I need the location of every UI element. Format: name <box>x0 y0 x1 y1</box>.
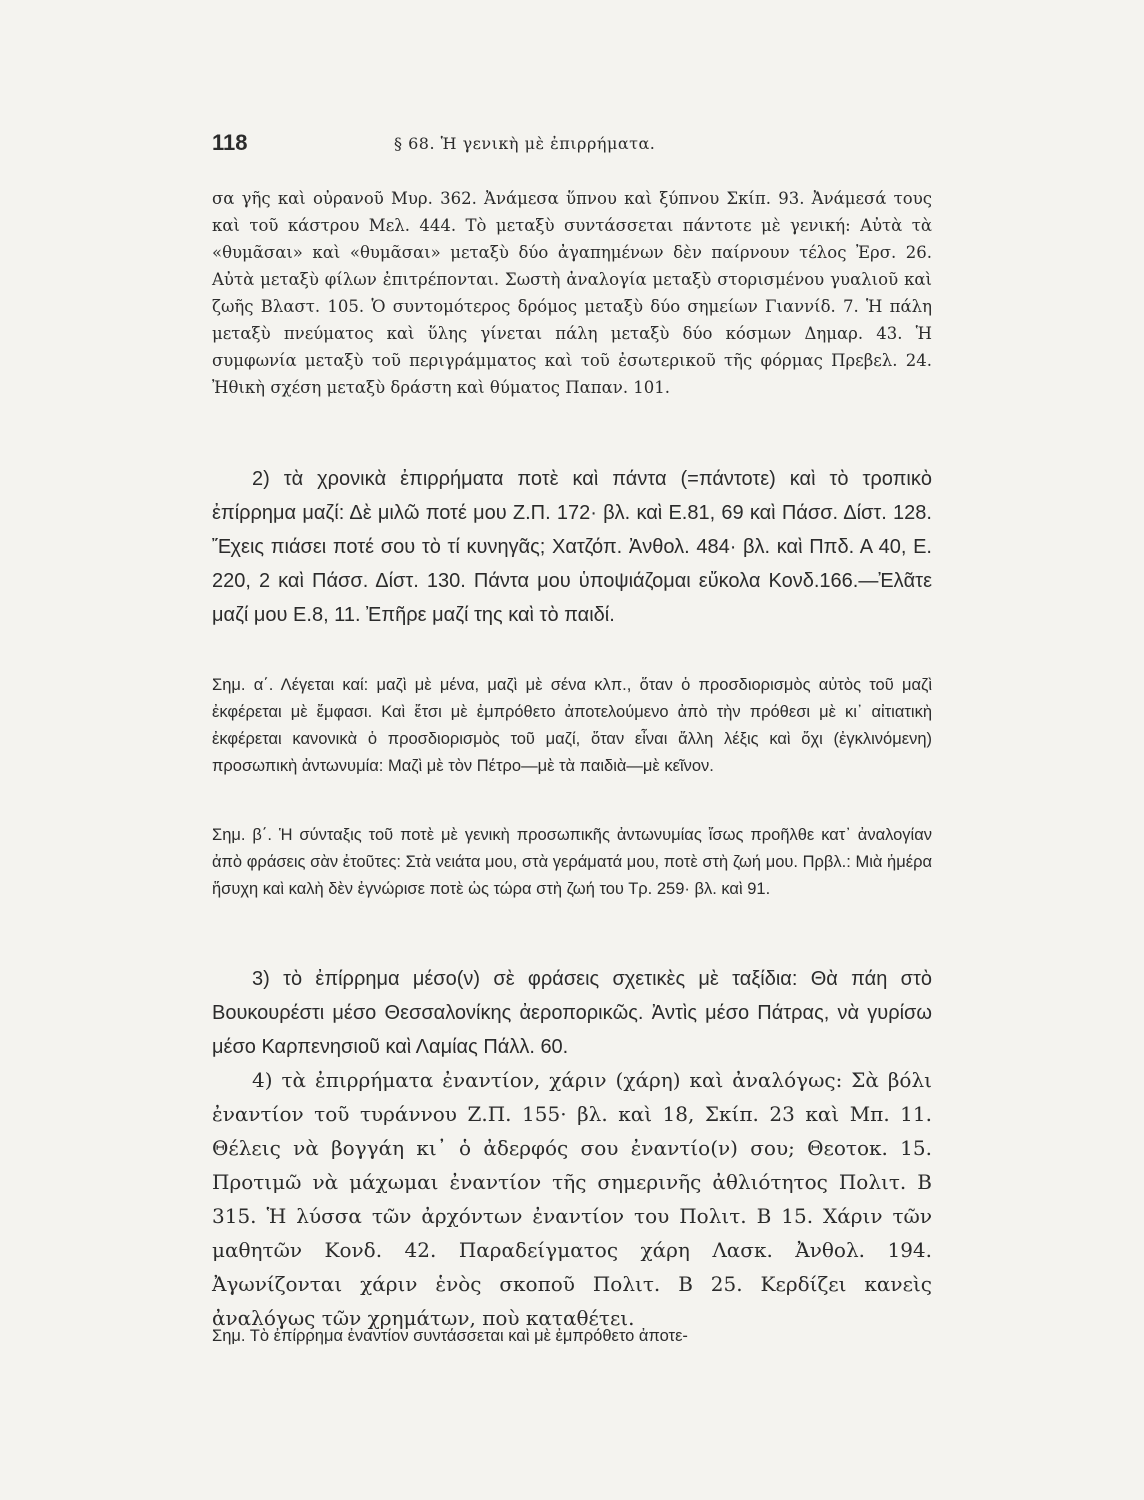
paragraph-note-b: Σημ. β΄. Ἡ σύνταξις τοῦ ποτὲ μὲ γενικὴ προσωπικῆς ἀντωνυμίας ἴσως προῆλθε κατ᾽ ἀναλογίαν ἀπὸ φράσεις σὰν ἐτοῦτες: Στὰ νειάτα μου, στὰ γεράματά μου, ποτὲ στὴ ζωή μου. Πρβλ.: Μιὰ ἡμέρα ἥσυχη καὶ καλὴ δὲν ἐγνώρισε ποτὲ ὡς τώρα στὴ ζωή του Τρ. 259· βλ. καὶ 91. <box>212 826 932 898</box>
running-head: § 68. Ἡ γενικὴ μὲ ἐπιρρήματα. <box>394 134 656 153</box>
paragraph-metaxy-examples: σα γῆς καὶ οὐρανοῦ Μυρ. 362. Ἀνάμεσα ὕπνου καὶ ξύπνου Σκίπ. 93. Ἀνάμεσά τους καὶ τοῦ κάστρου Μελ. 444. Τὸ μεταξὺ συντάσσεται πάντοτε μὲ γενική: Αὐτὰ τὰ «θυμᾶσαι» καὶ «θυμᾶσαι» μεταξὺ δύο ἀγαπημένων δὲν παίρνουν τέλος Ἐρσ. 26. Αὐτὰ μεταξὺ φίλων ἐπιτρέπονται. Σωστὴ ἀναλογία μεταξὺ στορισμένου γυαλιοῦ καὶ ζωῆς Βλαστ. 105. Ὁ συντομότερος δρόμος μεταξὺ δύο σημείων Γιαννίδ. 7. Ἡ πάλη μεταξὺ πνεύματος καὶ ὕλης γίνεται πάλη μεταξὺ δύο κόσμων Δημαρ. 43. Ἡ συμφωνία μεταξὺ τοῦ περιγράμματος καὶ τοῦ ἐσωτερικοῦ τῆς φόρμας Πρεβελ. 24. Ἠθικὴ σχέση μεταξὺ δράστη καὶ θύματος Παπαν. 101. <box>212 189 932 397</box>
page-number: 118 <box>212 130 248 155</box>
paragraph-enantion-charin: 4) τὰ ἐπιρρήματα ἐναντίον, χάριν (χάρη) καὶ ἀναλόγως: Σὰ βόλι ἐναντίον τοῦ τυράννου Ζ.Π. 155· βλ. καὶ 18, Σκίπ. 23 καὶ Μπ. 11. Θέλεις νὰ βογγάη κι᾽ ὁ ἀδερφός σου ἐναντίο(ν) σου; Θεοτοκ. 15. Προτιμῶ νὰ μάχωμαι ἐναντίον τῆς σημερινῆς ἀθλιότητος Πολιτ. Β 315. Ἡ λύσσα τῶν ἀρχόντων ἐναντίον του Πολιτ. Β 15. Χάριν τῶν μαθητῶν Κονδ. 42. Παραδείγματος χάρη Λασκ. Ἀνθολ. 194. Ἀγωνίζονται χάριν ἑνὸς σκοποῦ Πολιτ. Β 25. Κερδίζει κανεὶς ἀναλόγως τῶν χρημάτων, ποὺ καταθέτει. <box>212 1068 932 1330</box>
page-header <box>212 130 932 160</box>
paragraph-meso-adverb: 3) τὸ ἐπίρρημα μέσο(ν) σὲ φράσεις σχετικὲς μὲ ταξίδια: Θὰ πάη στὸ Βουκουρέστι μέσο Θεσσαλονίκης ἀεροπορικῶς. Ἀντὶς μέσο Πάτρας, νὰ γυρίσω μέσο Καρπενησιοῦ καὶ Λαμίας Πάλλ. 60. <box>212 968 932 1058</box>
paragraph-note-a: Σημ. α΄. Λέγεται καί: μαζὶ μὲ μένα, μαζὶ μὲ σένα κλπ., ὅταν ὁ προσδιορισμὸς αὐτὸς τοῦ μαζὶ ἐκφέρεται μὲ ἔμφασι. Καὶ ἔτσι μὲ ἐμπρόθετο ἀποτελούμενο ἀπὸ τὴν πρόθεσι μὲ κι᾽ αἰτιατικὴ ἐκφέρεται κανονικὰ ὁ προσδιορισμὸς τοῦ μαζί, ὅταν εἶναι ἄλλη λέξις καὶ ὄχι (ἐγκλινόμενη) προσωπικὴ ἀντωνυμία: Μαζὶ μὲ τὸν Πέτρο—μὲ τὰ παιδιὰ—μὲ κεῖνον. <box>212 676 932 775</box>
paragraph-temporal-adverbs: 2) τὰ χρονικὰ ἐπιρρήματα ποτὲ καὶ πάντα (=πάντοτε) καὶ τὸ τροπικὸ ἐπίρρημα μαζί: Δὲ μιλῶ ποτέ μου Ζ.Π. 172· βλ. καὶ Ε.81, 69 καὶ Πάσσ. Δίστ. 128. Ἔχεις πιάσει ποτέ σου τὸ τί κυνηγᾶς; Χατζόπ. Ἀνθολ. 484· βλ. καὶ Ππδ. Α 40, Ε. 220, 2 καὶ Πάσσ. Δίστ. 130. Πάντα μου ὑποψιάζομαι εὔκολα Κονδ.166.—Ἐλᾶτε μαζί μου Ε.8, 11. Ἐπῆρε μαζί της καὶ τὸ παιδί. <box>212 468 932 626</box>
paragraph-final-note: Σημ. Τὸ ἐπίρρημα ἐναντίον συντάσσεται καὶ μὲ ἐμπρόθετο ἀποτε- <box>212 1327 688 1345</box>
